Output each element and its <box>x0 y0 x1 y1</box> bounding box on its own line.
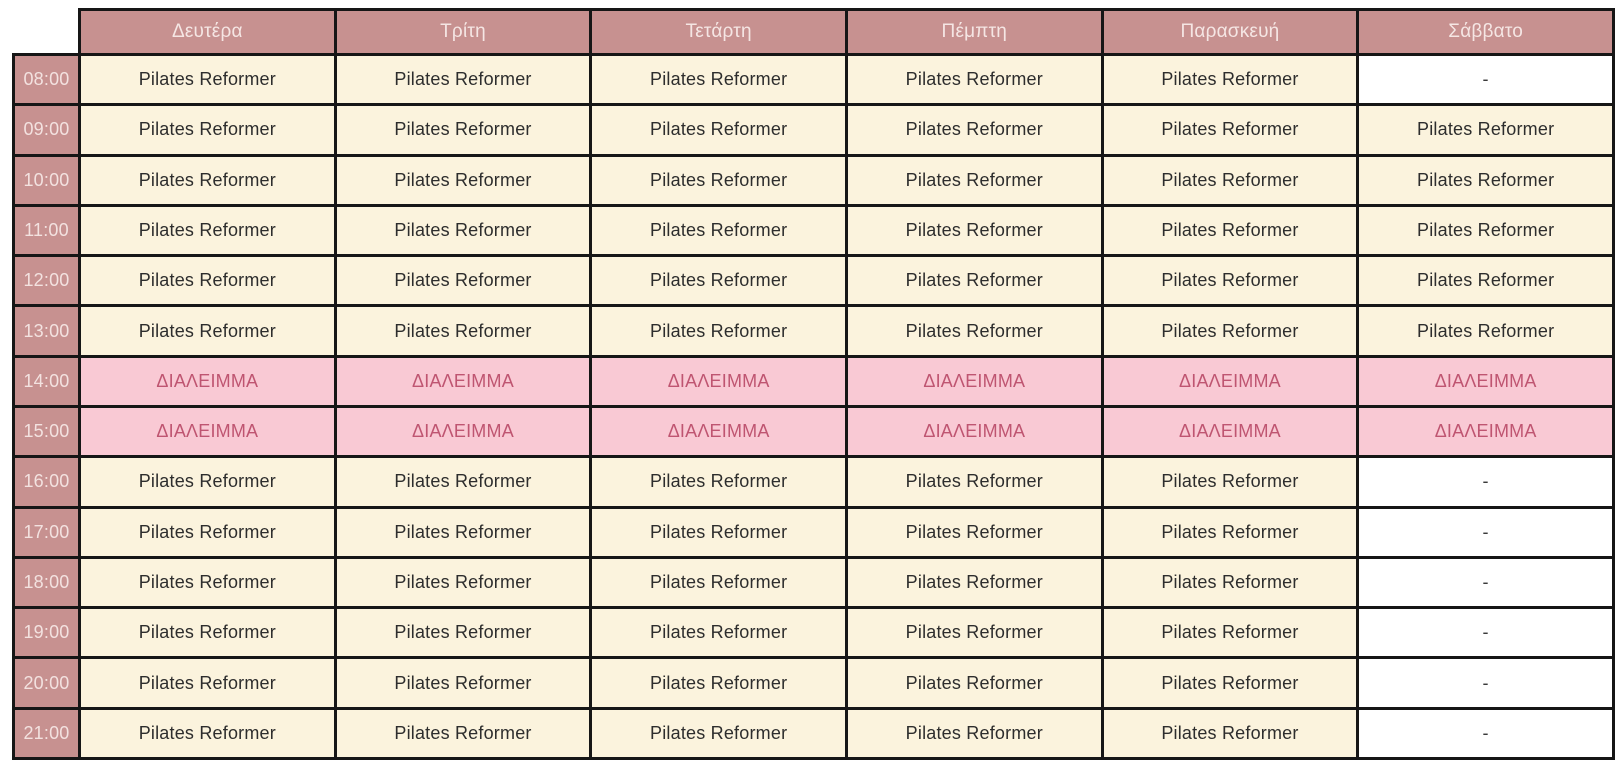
schedule-cell-friday-0900: Pilates Reformer <box>1102 105 1358 155</box>
schedule-cell-monday-2100: Pilates Reformer <box>80 708 336 758</box>
time-cell-2000: 20:00 <box>14 658 80 708</box>
time-cell-1800: 18:00 <box>14 557 80 607</box>
schedule-cell-monday-1700: Pilates Reformer <box>80 507 336 557</box>
schedule-cell-friday-1100: Pilates Reformer <box>1102 205 1358 255</box>
schedule-cell-friday-1700: Pilates Reformer <box>1102 507 1358 557</box>
schedule-cell-monday-1600: Pilates Reformer <box>80 457 336 507</box>
schedule-cell-wednesday-1200: Pilates Reformer <box>591 256 847 306</box>
schedule-row-1400 <box>14 356 1614 406</box>
schedule-cell-monday-1800: Pilates Reformer <box>80 557 336 607</box>
schedule-cell-monday-1100: Pilates Reformer <box>80 205 336 255</box>
schedule-cell-saturday-1000: Pilates Reformer <box>1358 155 1614 205</box>
schedule-cell-monday-0800: Pilates Reformer <box>80 55 336 105</box>
day-header-thursday: Πέμπτη <box>846 10 1102 55</box>
time-cell-1600: 16:00 <box>14 457 80 507</box>
schedule-cell-monday-2000: Pilates Reformer <box>80 658 336 708</box>
schedule-row-0900 <box>14 105 1614 155</box>
schedule-cell-thursday-1800: Pilates Reformer <box>846 557 1102 607</box>
schedule-cell-saturday-1500: ΔΙΑΛΕΙΜΜΑ <box>1358 406 1614 456</box>
time-cell-1300: 13:00 <box>14 306 80 356</box>
time-cell-1900: 19:00 <box>14 608 80 658</box>
schedule-cell-wednesday-1600: Pilates Reformer <box>591 457 847 507</box>
schedule-cell-wednesday-1700: Pilates Reformer <box>591 507 847 557</box>
schedule-cell-saturday-1200: Pilates Reformer <box>1358 256 1614 306</box>
schedule-cell-monday-0900: Pilates Reformer <box>80 105 336 155</box>
schedule-row-1000 <box>14 155 1614 205</box>
time-cell-2100: 21:00 <box>14 708 80 758</box>
schedule-cell-wednesday-1900: Pilates Reformer <box>591 608 847 658</box>
schedule-cell-wednesday-0800: Pilates Reformer <box>591 55 847 105</box>
schedule-cell-friday-1000: Pilates Reformer <box>1102 155 1358 205</box>
schedule-row-2100 <box>14 708 1614 758</box>
schedule-cell-friday-1600: Pilates Reformer <box>1102 457 1358 507</box>
schedule-cell-tuesday-1800: Pilates Reformer <box>335 557 591 607</box>
schedule-cell-tuesday-2000: Pilates Reformer <box>335 658 591 708</box>
schedule-cell-tuesday-1600: Pilates Reformer <box>335 457 591 507</box>
schedule-cell-wednesday-2000: Pilates Reformer <box>591 658 847 708</box>
time-cell-1100: 11:00 <box>14 205 80 255</box>
schedule-cell-thursday-1100: Pilates Reformer <box>846 205 1102 255</box>
schedule-cell-wednesday-1300: Pilates Reformer <box>591 306 847 356</box>
day-header-friday: Παρασκευή <box>1102 10 1358 55</box>
schedule-cell-tuesday-1700: Pilates Reformer <box>335 507 591 557</box>
schedule-cell-monday-1000: Pilates Reformer <box>80 155 336 205</box>
time-cell-1500: 15:00 <box>14 406 80 456</box>
schedule-cell-thursday-1700: Pilates Reformer <box>846 507 1102 557</box>
schedule-cell-saturday-1400: ΔΙΑΛΕΙΜΜΑ <box>1358 356 1614 406</box>
schedule-cell-thursday-1500: ΔΙΑΛΕΙΜΜΑ <box>846 406 1102 456</box>
schedule-row-1600 <box>14 457 1614 507</box>
schedule-cell-tuesday-1500: ΔΙΑΛΕΙΜΜΑ <box>335 406 591 456</box>
schedule-cell-saturday-1800: - <box>1358 557 1614 607</box>
schedule-cell-saturday-1900: - <box>1358 608 1614 658</box>
schedule-row-2000 <box>14 658 1614 708</box>
time-cell-0800: 08:00 <box>14 55 80 105</box>
schedule-cell-monday-1500: ΔΙΑΛΕΙΜΜΑ <box>80 406 336 456</box>
schedule-cell-wednesday-2100: Pilates Reformer <box>591 708 847 758</box>
day-header-tuesday: Τρίτη <box>335 10 591 55</box>
schedule-row-1500 <box>14 406 1614 456</box>
corner-cell <box>14 10 80 55</box>
schedule-cell-monday-1900: Pilates Reformer <box>80 608 336 658</box>
schedule-cell-thursday-2100: Pilates Reformer <box>846 708 1102 758</box>
schedule-cell-thursday-1300: Pilates Reformer <box>846 306 1102 356</box>
schedule-cell-tuesday-1900: Pilates Reformer <box>335 608 591 658</box>
schedule-cell-thursday-1400: ΔΙΑΛΕΙΜΜΑ <box>846 356 1102 406</box>
time-cell-1400: 14:00 <box>14 356 80 406</box>
weekly-schedule-table <box>12 8 1615 760</box>
schedule-cell-saturday-1300: Pilates Reformer <box>1358 306 1614 356</box>
time-cell-1700: 17:00 <box>14 507 80 557</box>
schedule-cell-saturday-2100: - <box>1358 708 1614 758</box>
schedule-cell-tuesday-1100: Pilates Reformer <box>335 205 591 255</box>
schedule-cell-saturday-1700: - <box>1358 507 1614 557</box>
schedule-row-1800 <box>14 557 1614 607</box>
schedule-cell-wednesday-1800: Pilates Reformer <box>591 557 847 607</box>
schedule-cell-wednesday-1100: Pilates Reformer <box>591 205 847 255</box>
schedule-cell-friday-1800: Pilates Reformer <box>1102 557 1358 607</box>
schedule-cell-tuesday-1400: ΔΙΑΛΕΙΜΜΑ <box>335 356 591 406</box>
day-header-wednesday: Τετάρτη <box>591 10 847 55</box>
schedule-cell-tuesday-2100: Pilates Reformer <box>335 708 591 758</box>
schedule-cell-saturday-1100: Pilates Reformer <box>1358 205 1614 255</box>
schedule-cell-wednesday-1500: ΔΙΑΛΕΙΜΜΑ <box>591 406 847 456</box>
schedule-cell-thursday-0800: Pilates Reformer <box>846 55 1102 105</box>
time-cell-1000: 10:00 <box>14 155 80 205</box>
time-cell-0900: 09:00 <box>14 105 80 155</box>
schedule-row-1300 <box>14 306 1614 356</box>
schedule-cell-tuesday-0800: Pilates Reformer <box>335 55 591 105</box>
schedule-cell-thursday-1600: Pilates Reformer <box>846 457 1102 507</box>
schedule-row-0800 <box>14 55 1614 105</box>
schedule-cell-monday-1200: Pilates Reformer <box>80 256 336 306</box>
time-cell-1200: 12:00 <box>14 256 80 306</box>
schedule-cell-wednesday-0900: Pilates Reformer <box>591 105 847 155</box>
schedule-cell-monday-1400: ΔΙΑΛΕΙΜΜΑ <box>80 356 336 406</box>
schedule-cell-friday-1900: Pilates Reformer <box>1102 608 1358 658</box>
schedule-cell-friday-1300: Pilates Reformer <box>1102 306 1358 356</box>
schedule-cell-thursday-1200: Pilates Reformer <box>846 256 1102 306</box>
schedule-cell-friday-1200: Pilates Reformer <box>1102 256 1358 306</box>
schedule-cell-wednesday-1400: ΔΙΑΛΕΙΜΜΑ <box>591 356 847 406</box>
schedule-cell-wednesday-1000: Pilates Reformer <box>591 155 847 205</box>
schedule-cell-saturday-0900: Pilates Reformer <box>1358 105 1614 155</box>
schedule-cell-saturday-1600: - <box>1358 457 1614 507</box>
schedule-cell-tuesday-0900: Pilates Reformer <box>335 105 591 155</box>
schedule-cell-tuesday-1300: Pilates Reformer <box>335 306 591 356</box>
schedule-cell-thursday-1000: Pilates Reformer <box>846 155 1102 205</box>
schedule-cell-thursday-2000: Pilates Reformer <box>846 658 1102 708</box>
schedule-cell-tuesday-1000: Pilates Reformer <box>335 155 591 205</box>
day-header-monday: Δευτέρα <box>80 10 336 55</box>
schedule-cell-monday-1300: Pilates Reformer <box>80 306 336 356</box>
schedule-cell-friday-1400: ΔΙΑΛΕΙΜΜΑ <box>1102 356 1358 406</box>
schedule-cell-friday-2100: Pilates Reformer <box>1102 708 1358 758</box>
schedule-cell-friday-1500: ΔΙΑΛΕΙΜΜΑ <box>1102 406 1358 456</box>
day-header-row <box>14 10 1614 55</box>
schedule-cell-saturday-2000: - <box>1358 658 1614 708</box>
schedule-cell-tuesday-1200: Pilates Reformer <box>335 256 591 306</box>
schedule-row-1700 <box>14 507 1614 557</box>
schedule-cell-thursday-1900: Pilates Reformer <box>846 608 1102 658</box>
day-header-saturday: Σάββατο <box>1358 10 1614 55</box>
schedule-row-1100 <box>14 205 1614 255</box>
schedule-row-1200 <box>14 256 1614 306</box>
schedule-cell-friday-2000: Pilates Reformer <box>1102 658 1358 708</box>
schedule-row-1900 <box>14 608 1614 658</box>
schedule-cell-saturday-0800: - <box>1358 55 1614 105</box>
schedule-cell-friday-0800: Pilates Reformer <box>1102 55 1358 105</box>
schedule-cell-thursday-0900: Pilates Reformer <box>846 105 1102 155</box>
